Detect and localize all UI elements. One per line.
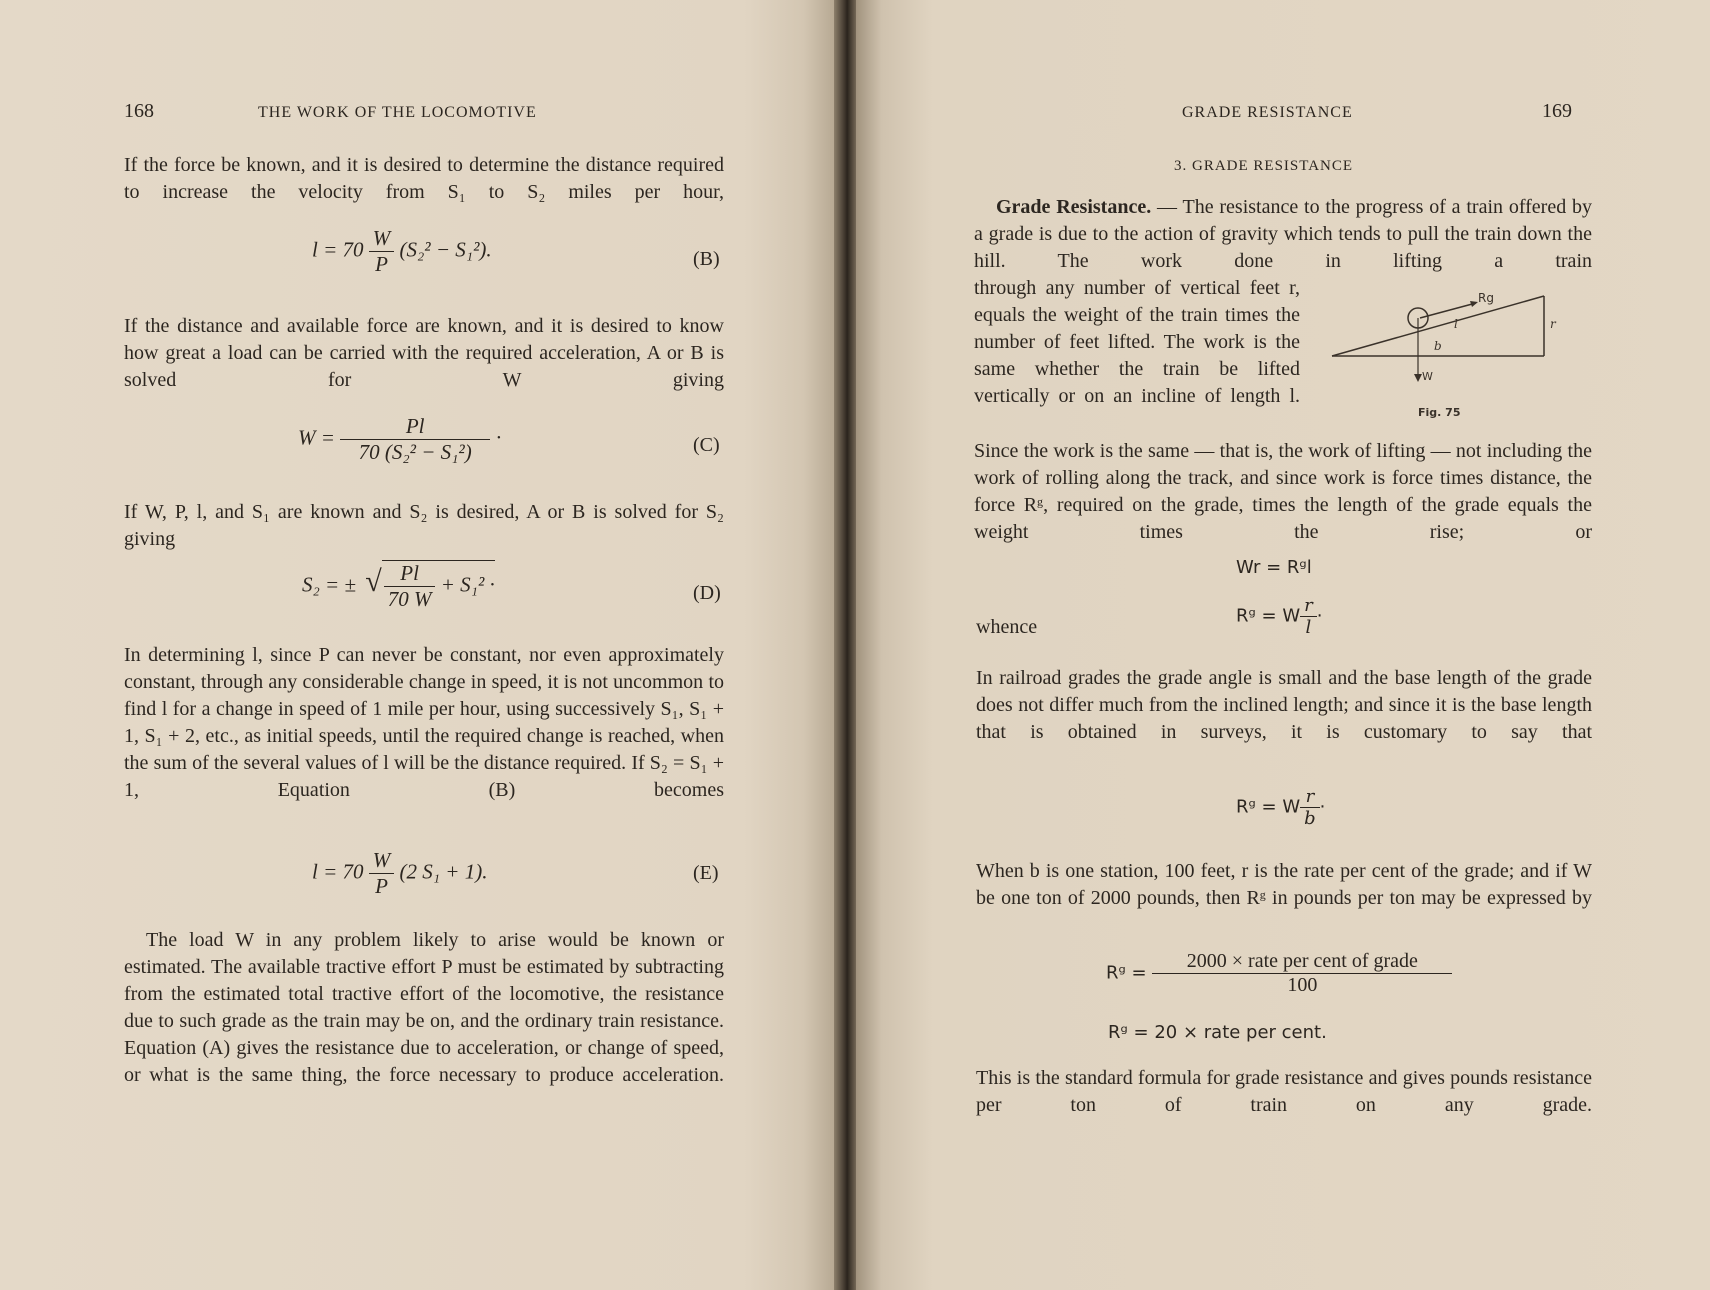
eq-rest: (2 S₁ + 1). — [399, 859, 488, 884]
fraction — [340, 414, 490, 465]
label-rg: Rg — [1478, 291, 1494, 305]
eq-lhs: Rᵍ = — [1106, 962, 1147, 984]
paragraph: When b is one station, 100 feet, r is the rate per cent of the grade; and if W be one ton of 2000 pounds, then Rᵍ in pounds per ton may be expressed by — [976, 860, 1592, 909]
fraction — [369, 226, 395, 277]
denominator: P — [369, 873, 395, 899]
equation-rg-l — [1236, 595, 1322, 638]
equation-d — [302, 560, 495, 612]
page-number: 168 — [124, 100, 154, 122]
paragraph-text: — The resistance to the progress of a train offered by a grade is due to the action of gravity which tends to pull the train down the hill. The work done in lifting a train — [974, 196, 1593, 272]
weight-arrowhead — [1414, 374, 1422, 382]
equation-rg-formula — [1106, 950, 1452, 997]
book-gutter — [834, 0, 858, 1290]
eq-rest: + S₁² · — [440, 572, 495, 597]
equation-label: (B) — [693, 248, 720, 270]
paragraph: In determining l, since P can never be constant, nor even approximately constant, through any considerable change in speed, it is not uncommon to find l for a change in speed of 1 mile per hour, using successively S₁, S₁ + 1, S₁ + 2, etc., as initial speeds, until the required change is reached, when the sum of the several values of l will be the distance required. If S₂ = S₁ + 1, Equation (B) becomes — [124, 644, 724, 801]
paragraph: If the distance and available force are known, and it is desired to know how great a load can be carried with the required acceleration, A or B is solved for W giving — [124, 315, 724, 391]
eq-lhs: S₂ = ± — [302, 572, 356, 597]
paragraph: Since the work is the same — that is, the work of lifting — not including the work of rolling along the track, and since work is force times distance, the force Rᵍ, required on the grade, times the length of the grade equals the weight times the rise; or — [974, 440, 1592, 543]
fraction — [1300, 595, 1317, 638]
label-l: l — [1454, 317, 1458, 331]
denominator: l — [1300, 616, 1317, 638]
fraction — [369, 848, 395, 899]
equation-e — [312, 848, 487, 899]
eq-lhs: W = — [298, 425, 335, 450]
numerator: Pl — [400, 561, 419, 585]
fraction — [1300, 786, 1320, 829]
equation-work: Wr = Rᵍl — [1236, 557, 1312, 578]
running-head: GRADE RESISTANCE — [1182, 104, 1353, 121]
paragraph-wrapped: through any number of vertical feet r, equals the weight of the train times the number of feet lifted. The work is the same whether the train be lifted vertically or on an incline of length l. — [974, 277, 1300, 407]
paragraph: The load W in any problem likely to arise would be known or estimated. The available tractive effort P must be estimated by subtracting from the estimated total tractive effort of the locomotive, the resistance due to such grade as the train may be on, and the ordinary train resistance. Equation (A) gives the resistance due to acceleration, or change of speed, or what is the same thing, the force necessary to produce acceleration. — [124, 929, 724, 1086]
whence-label: whence — [976, 616, 1038, 638]
numerator: r — [1304, 595, 1313, 616]
numerator: W — [372, 226, 391, 250]
section-title: 3. GRADE RESISTANCE — [1174, 158, 1354, 174]
paragraph — [974, 194, 1592, 275]
label-r: r — [1550, 317, 1556, 331]
numerator: r — [1305, 786, 1315, 807]
label-b: b — [1434, 339, 1442, 353]
denominator: 70 (S₂² − S₁²) — [340, 439, 490, 465]
running-head: THE WORK OF THE LOCOMOTIVE — [258, 104, 537, 121]
paragraph: If W, P, l, and S₁ are known and S₂ is desired, A or B is solved for S₂ giving — [124, 501, 724, 550]
equation-label: (E) — [693, 862, 719, 884]
eq-lhs: Rᵍ = W — [1236, 605, 1301, 627]
numerator: 2000 × rate per cent of grade — [1186, 950, 1418, 972]
denominator: P — [369, 251, 395, 277]
eq-lhs: l = 70 — [312, 237, 364, 262]
figure-caption: Fig. 75 — [1418, 406, 1461, 418]
equation-label: (D) — [693, 582, 721, 604]
numerator: W — [372, 848, 391, 872]
left-page — [0, 0, 846, 1290]
rg-arrow — [1420, 303, 1476, 318]
right-page — [856, 0, 1710, 1290]
eq-rest: (S₂² − S₁²). — [399, 237, 492, 262]
numerator: Pl — [405, 414, 425, 438]
equation-c — [298, 414, 502, 465]
denominator: b — [1300, 807, 1320, 829]
eq-lhs: l = 70 — [312, 859, 364, 884]
paragraph: If the force be known, and it is desired to determine the distance required to increase the velocity from S₁ to S₂ miles per hour, — [124, 154, 724, 203]
equation-rg-rate: Rᵍ = 20 × rate per cent. — [1108, 1022, 1327, 1043]
fraction — [384, 561, 436, 612]
paragraph: This is the standard formula for grade resistance and gives pounds resistance per ton of train on any grade. — [976, 1067, 1592, 1116]
denominator: 70 W — [384, 586, 436, 612]
sqrt-sign: √ — [365, 565, 382, 599]
eq-lhs: Rᵍ = W — [1236, 796, 1301, 818]
fraction — [1152, 950, 1452, 997]
run-in-head: Grade Resistance. — [996, 196, 1152, 218]
denominator: 100 — [1152, 973, 1452, 997]
grade-figure — [1328, 288, 1568, 418]
page-number: 169 — [1542, 100, 1572, 122]
eq-rest: · — [1316, 605, 1323, 627]
eq-rest: · — [495, 425, 503, 450]
eq-rest: · — [1319, 796, 1326, 818]
rg-arrowhead — [1470, 301, 1478, 307]
equation-rg-b — [1236, 786, 1325, 829]
equation-label: (C) — [693, 434, 720, 456]
label-w: W — [1422, 370, 1433, 383]
radicand — [382, 560, 495, 612]
equation-b — [312, 226, 492, 277]
paragraph: In railroad grades the grade angle is small and the base length of the grade does not differ much from the inclined length; and since it is the base length that is obtained in surveys, it is customary to say that — [976, 667, 1592, 743]
